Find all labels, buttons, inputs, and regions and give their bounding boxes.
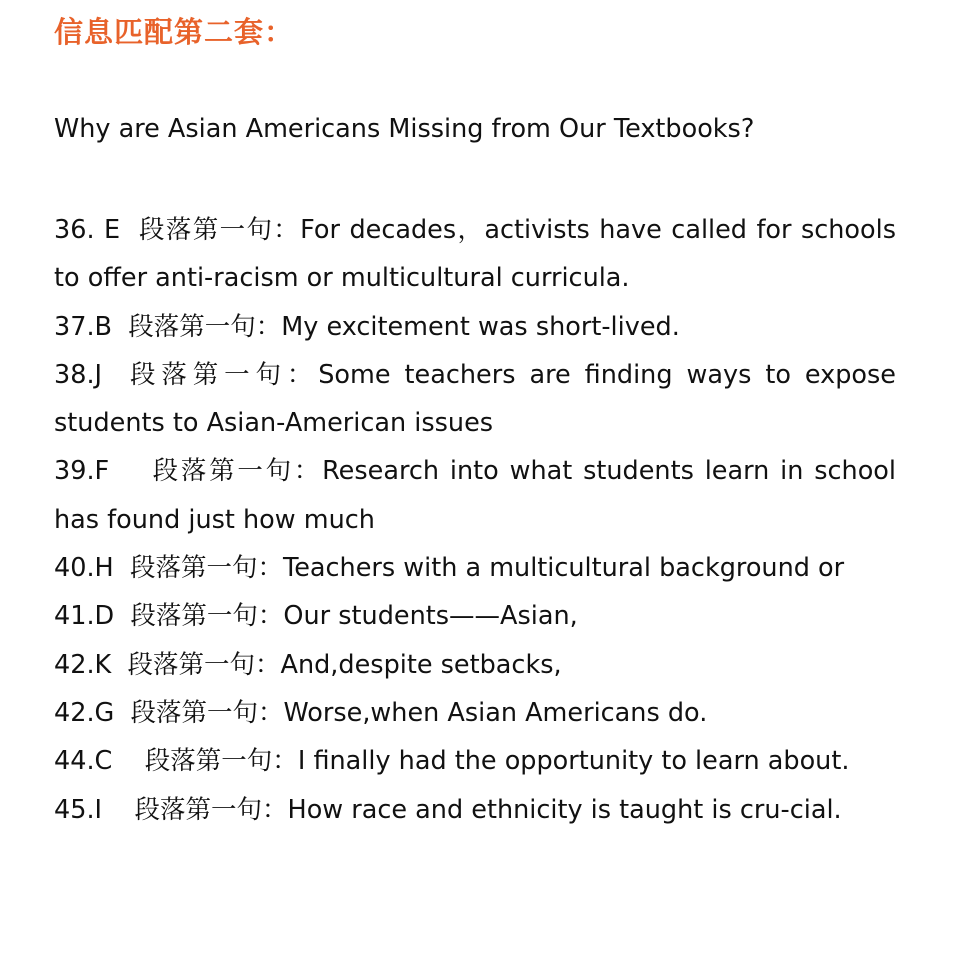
answer-text: And,despite setbacks, xyxy=(280,649,562,680)
answer-number: 44.C xyxy=(54,746,145,777)
answer-prefix: 段落第一句： xyxy=(139,215,301,245)
answer-number: 41.D xyxy=(54,601,131,632)
answer-number: 45.I xyxy=(54,794,135,825)
answer-item xyxy=(54,351,896,448)
answer-item xyxy=(54,592,896,640)
answer-item xyxy=(54,737,896,785)
section-heading: 信息匹配第二套： xyxy=(54,15,295,49)
answer-text: Worse,when Asian Americans do. xyxy=(283,697,708,728)
answer-text: My excitement was short-lived. xyxy=(281,311,680,342)
answer-prefix: 段落第一句： xyxy=(127,649,281,680)
answer-list xyxy=(54,206,896,834)
article-title: Why are Asian Americans Missing from Our Textbooks? xyxy=(54,114,755,144)
answer-item xyxy=(54,447,896,544)
answer-text: Our students——Asian, xyxy=(283,601,578,632)
answer-text: Research into what students learn in school has found just how much xyxy=(54,456,896,535)
answer-number: 42.K xyxy=(54,649,128,680)
answer-prefix: 段落第一句： xyxy=(130,601,284,632)
answer-text: Some teachers are finding ways to expose students to Asian-American issues xyxy=(54,359,896,439)
answer-item xyxy=(54,544,896,592)
answer-number: 38.J xyxy=(54,359,131,390)
answer-prefix: 段落第一句： xyxy=(130,359,319,390)
answer-item xyxy=(54,786,896,834)
answer-prefix: 段落第一句： xyxy=(128,311,282,342)
answer-text: Teachers with a multicultural background or xyxy=(282,553,845,584)
answer-prefix: 段落第一句： xyxy=(152,456,323,487)
answer-text: How race and ethnicity is taught is cru-cial. xyxy=(287,794,842,825)
answer-item xyxy=(54,689,896,737)
answer-item xyxy=(54,641,896,689)
answer-number: 37.B xyxy=(54,311,129,342)
answer-number: 40.H xyxy=(54,553,130,584)
answer-prefix: 段落第一句： xyxy=(134,794,288,825)
answer-prefix: 段落第一句： xyxy=(144,746,298,777)
answer-item xyxy=(54,206,896,303)
answer-number: 42.G xyxy=(54,697,131,728)
answer-number: 39.F xyxy=(54,456,153,487)
answer-number: 36. E xyxy=(54,215,140,245)
answer-text: For decades，activists have called for schools to offer anti-racism or multicultural curricula. xyxy=(54,215,896,294)
answer-prefix: 段落第一句： xyxy=(130,697,284,728)
answer-text: I finally had the opportunity to learn about. xyxy=(297,746,850,777)
answer-item xyxy=(54,303,896,351)
answer-prefix: 段落第一句： xyxy=(129,553,283,584)
